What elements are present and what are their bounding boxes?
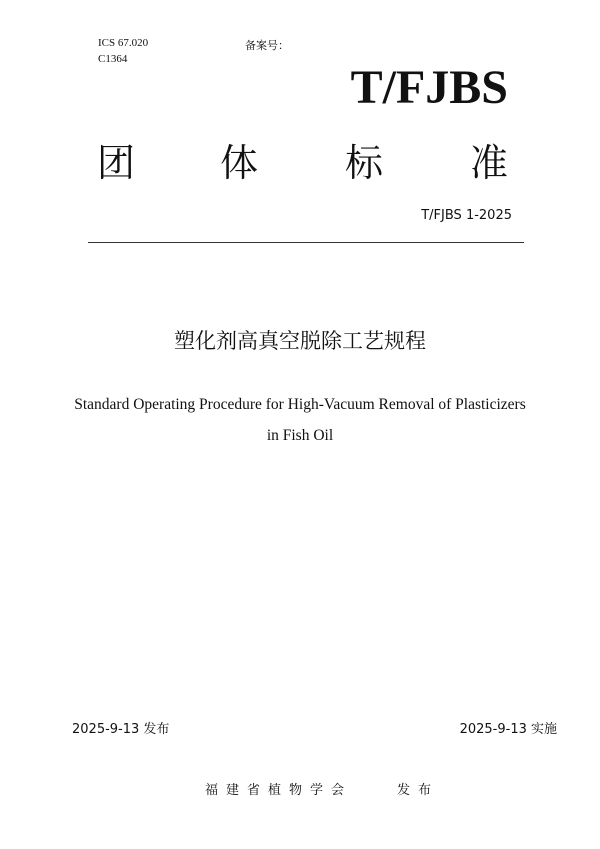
header-divider bbox=[88, 242, 524, 243]
title-english-line-1: Standard Operating Procedure for High-Vacuum Removal of Plasticizers bbox=[74, 396, 526, 413]
standard-type-char-1: 团 bbox=[97, 141, 136, 185]
record-number-label: 备案号： bbox=[245, 39, 289, 52]
publish-label: 发布 bbox=[397, 783, 440, 798]
standard-type-char-2: 体 bbox=[220, 141, 259, 185]
ics-code: ICS 67.020 bbox=[98, 37, 149, 49]
document-number: T/FJBS 1-2025 bbox=[421, 208, 512, 223]
title-chinese: 塑化剂高真空脱除工艺规程 bbox=[174, 329, 426, 353]
organization-code: T/FJBS bbox=[350, 61, 508, 114]
publish-date: 2025-9-13 发布 bbox=[72, 722, 170, 737]
standard-type-char-4: 准 bbox=[470, 141, 509, 185]
ccs-code: C1364 bbox=[98, 53, 128, 65]
implement-date: 2025-9-13 实施 bbox=[459, 722, 557, 737]
title-english-line-2: in Fish Oil bbox=[266, 427, 334, 444]
publisher-name: 福建省植物学会 bbox=[205, 783, 353, 798]
standard-type-char-3: 标 bbox=[345, 141, 384, 185]
